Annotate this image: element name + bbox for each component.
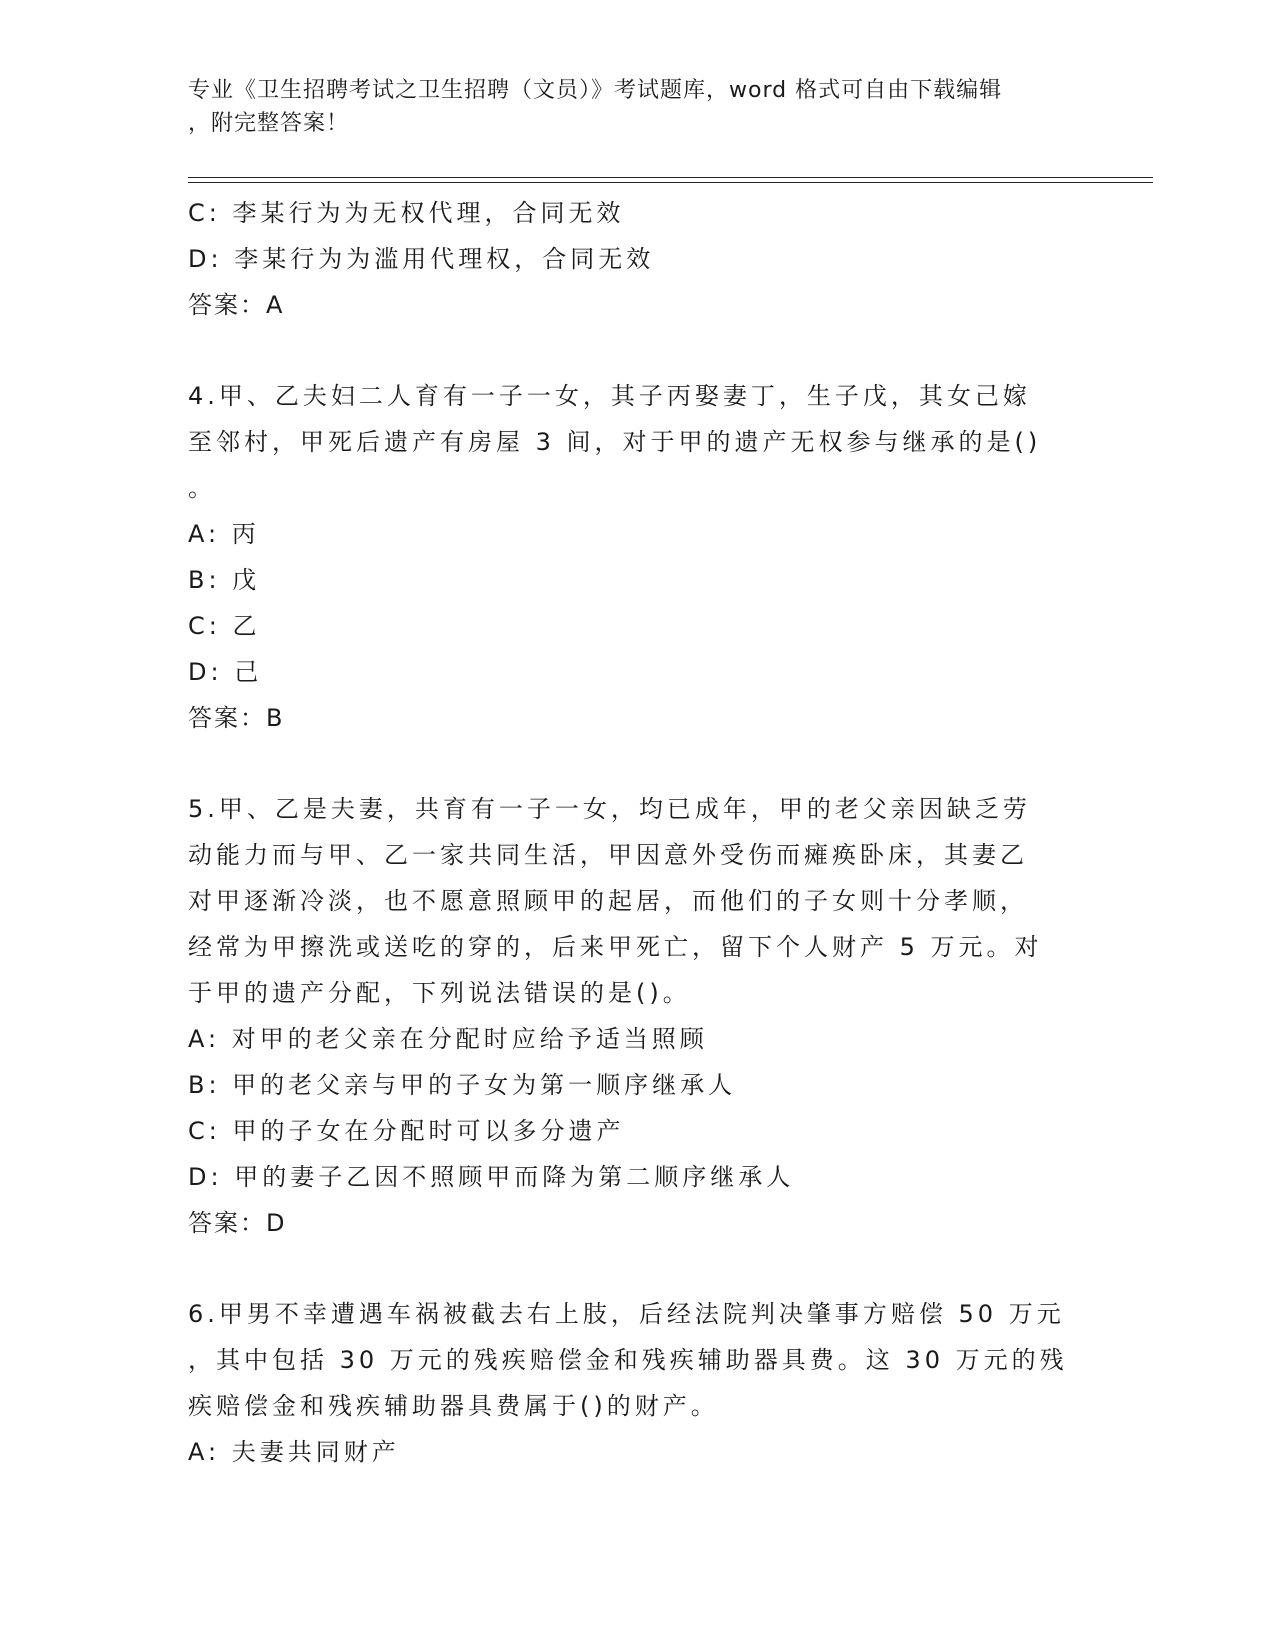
q4-option-c: C: 乙 [188,612,261,640]
q5-stem-line-2: 动能力而与甲、乙一家共同生活，甲因意外受伤而瘫痪卧床，其妻乙 [188,841,1028,869]
header-line-1: 专业《卫生招聘考试之卫生招聘（文员）》考试题库，word 格式可自由下载编辑 [188,78,1003,103]
q6-option-a: A: 夫妻共同财产 [188,1438,400,1466]
q6-stem-line-1: 6.甲男不幸遭遇车祸被截去右上肢，后经法院判决肇事方赔偿 50 万元 [188,1300,1065,1328]
q4-option-d: D: 己 [188,658,263,686]
q4-option-b: B: 戊 [188,566,261,594]
q5-option-d: D: 甲的妻子乙因不照顾甲而降为第二顺序继承人 [188,1163,795,1191]
q5-option-a: A: 对甲的老父亲在分配时应给予适当照顾 [188,1025,708,1053]
q5-stem-line-5: 于甲的遗产分配，下列说法错误的是()。 [188,979,691,1007]
q5-option-b: B: 甲的老父亲与甲的子女为第一顺序继承人 [188,1071,737,1099]
question-content [188,190,1088,1475]
spacer [188,1246,1088,1291]
q3-option-c: C: 李某行为为无权代理，合同无效 [188,199,625,227]
q3-option-d: D: 李某行为为滥用代理权，合同无效 [188,245,655,273]
header-rule-top [188,177,1153,178]
q4-stem-line-2: 至邻村，甲死后遗产有房屋 3 间，对于甲的遗产无权参与继承的是() [188,428,1042,456]
q6-stem-line-2: ，其中包括 30 万元的残疾赔偿金和残疾辅助器具费。这 30 万元的残 [188,1346,1068,1374]
q5-answer: 答案：D [188,1209,287,1237]
spacer [188,328,1088,373]
q6-stem-line-3: 疾赔偿金和残疾辅助器具费属于()的财产。 [188,1392,719,1420]
spacer [188,741,1088,786]
header-rule-bottom [188,182,1153,183]
q5-stem-line-1: 5.甲、乙是夫妻，共育有一子一女，均已成年，甲的老父亲因缺乏劳 [188,795,1031,823]
q5-stem-line-3: 对甲逐渐冷淡，也不愿意照顾甲的起居，而他们的子女则十分孝顺， [188,887,1028,915]
q4-stem-line-1: 4.甲、乙夫妇二人育有一子一女，其子丙娶妻丁，生子戊，其女己嫁 [188,382,1031,410]
q5-stem-line-4: 经常为甲擦洗或送吃的穿的，后来甲死亡，留下个人财产 5 万元。对 [188,933,1043,961]
q5-option-c: C: 甲的子女在分配时可以多分遗产 [188,1117,625,1145]
q3-answer: 答案：A [188,291,285,319]
q4-answer: 答案：B [188,704,285,732]
q4-stem-line-3: 。 [188,474,216,502]
document-header [188,74,1068,140]
q4-option-a: A: 丙 [188,520,260,548]
header-line-2: ，附完整答案！ [188,111,350,136]
